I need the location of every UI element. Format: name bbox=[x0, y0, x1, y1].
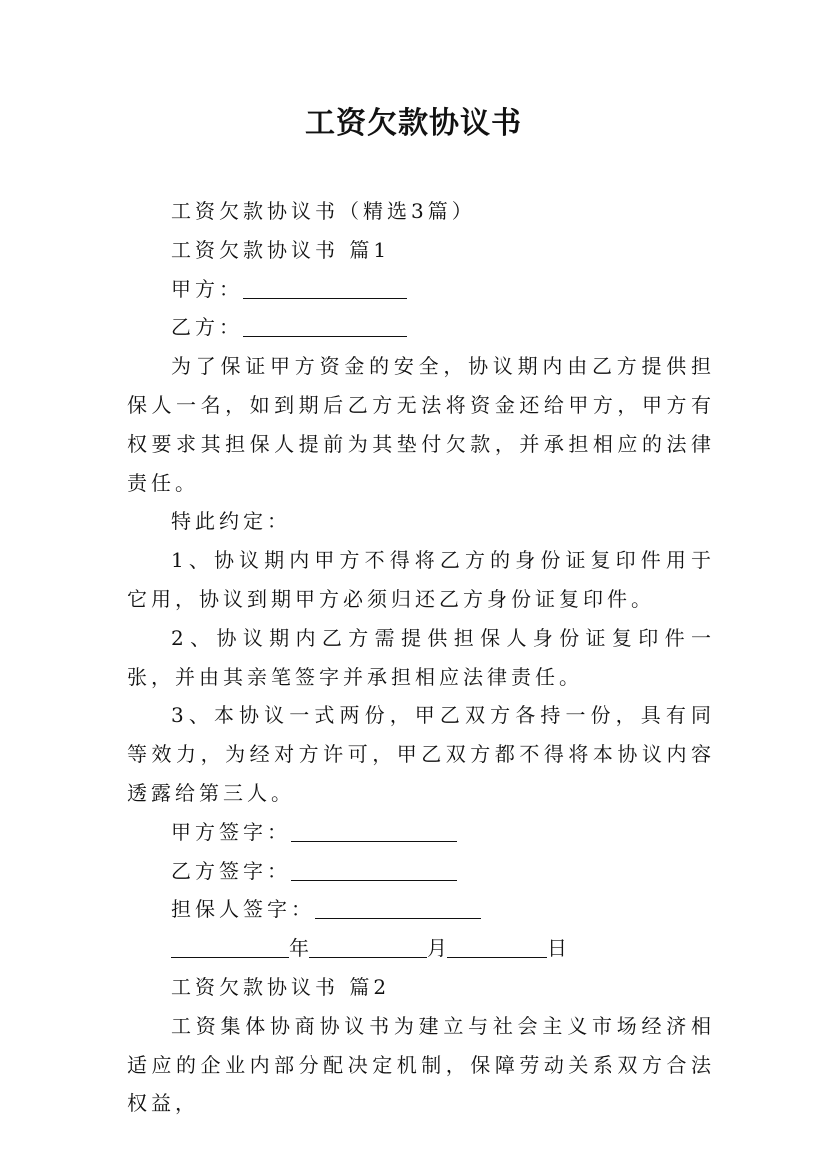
party-a-label: 甲方： bbox=[171, 276, 243, 301]
guarantor-signature-line bbox=[127, 890, 715, 929]
party-b-label: 乙方： bbox=[171, 315, 243, 340]
clause-1: 1、协议期内甲方不得将乙方的身份证复印件用于它用，协议到期甲方必须归还乙方身份证复印件。 bbox=[127, 548, 715, 611]
day-label: 日 bbox=[547, 936, 567, 961]
party-a-signature-label: 甲方签字： bbox=[171, 819, 291, 844]
agreement-heading: 特此约定： bbox=[171, 509, 291, 534]
party-a-blank bbox=[243, 276, 407, 299]
month-label: 月 bbox=[427, 936, 447, 961]
document-title: 工资欠款协议书 bbox=[305, 106, 522, 141]
party-b-line bbox=[127, 308, 715, 347]
party-a-line bbox=[127, 270, 715, 309]
party-a-signature-blank bbox=[291, 819, 457, 842]
party-b-blank bbox=[243, 314, 407, 337]
party-b-signature-blank bbox=[291, 858, 457, 881]
year-blank bbox=[171, 935, 289, 958]
party-b-signature-label: 乙方签字： bbox=[171, 858, 291, 883]
section-2-heading: 工资欠款协议书 篇2 bbox=[171, 974, 391, 999]
month-blank bbox=[309, 935, 427, 958]
document-body bbox=[127, 192, 715, 1123]
party-a-signature-line bbox=[127, 813, 715, 852]
guarantor-signature-blank bbox=[315, 896, 481, 919]
document-subtitle: 工资欠款协议书（精选3篇） bbox=[171, 199, 476, 223]
section-2-paragraph: 工资集体协商协议书为建立与社会主义市场经济相适应的企业内部分配决定机制，保障劳动关系双方合法权益， bbox=[127, 1013, 715, 1116]
day-blank bbox=[447, 935, 547, 958]
date-line bbox=[127, 929, 715, 968]
party-b-signature-line bbox=[127, 852, 715, 891]
clause-3: 3、本协议一式两份，甲乙双方各持一份，具有同等效力，为经对方许可，甲乙双方都不得将本协议内容透露给第三人。 bbox=[127, 703, 715, 805]
clause-2: 2、协议期内乙方需提供担保人身份证复印件一张，并由其亲笔签字并承担相应法律责任。 bbox=[127, 625, 715, 689]
guarantor-signature-label: 担保人签字： bbox=[171, 897, 315, 922]
section-1-heading: 工资欠款协议书 篇1 bbox=[171, 237, 391, 262]
intro-paragraph: 为了保证甲方资金的安全，协议期内由乙方提供担保人一名，如到期后乙方无法将资金还给甲方，甲方有权要求其担保人提前为其垫付欠款，并承担相应的法律责任。 bbox=[127, 354, 715, 495]
year-label: 年 bbox=[289, 936, 309, 961]
